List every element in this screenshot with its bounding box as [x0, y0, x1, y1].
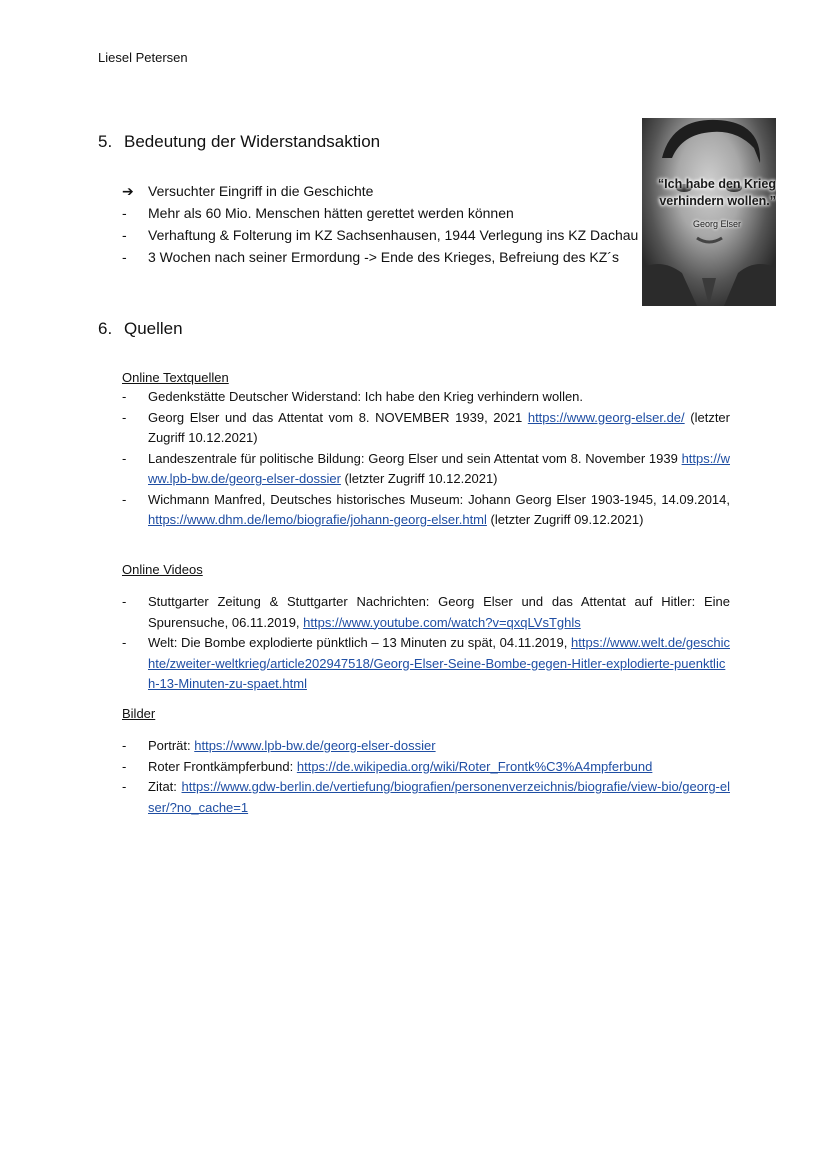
- image-sources-list: [122, 736, 730, 818]
- dash-bullet: -: [122, 779, 127, 794]
- list-item: [122, 224, 682, 246]
- portrait-image: [642, 118, 776, 306]
- dash-bullet: -: [122, 491, 127, 507]
- section-6-title: Quellen: [124, 319, 183, 338]
- dash-bullet: -: [122, 758, 127, 774]
- list-item-text: Verhaftung & Folterung im KZ Sachsenhausen, 1944 Verlegung ins KZ Dachau: [148, 227, 639, 243]
- source-text: Gedenkstätte Deutscher Widerstand: Ich habe den Krieg verhindern wollen.: [148, 389, 584, 404]
- list-item: [122, 449, 730, 490]
- section-5-title: Bedeutung der Widerstandsaktion: [124, 132, 381, 151]
- video-sources-heading: Online Videos: [122, 562, 203, 577]
- section-5-heading: [98, 132, 380, 152]
- source-access-date: (letzter Zugriff 10.12.2021): [148, 409, 730, 445]
- dash-bullet: -: [122, 409, 127, 425]
- dash-bullet: -: [122, 450, 127, 466]
- section-5-number: 5.: [98, 132, 113, 151]
- text-sources-list: [122, 387, 730, 531]
- dash-bullet: -: [122, 594, 127, 609]
- list-item: [122, 408, 730, 449]
- dash-bullet: -: [122, 249, 127, 265]
- source-link[interactable]: https://www.georg-elser.de/: [527, 409, 685, 425]
- source-link[interactable]: https://de.wikipedia.org/wiki/Roter_Frontk%C3%A4mpferbund: [296, 758, 653, 774]
- section-6-number: 6.: [98, 319, 113, 338]
- section-6-heading: [98, 319, 183, 339]
- list-item-text: Versuchter Eingriff in die Geschichte: [148, 183, 374, 199]
- source-text: Wichmann Manfred, Deutsches historisches Museum: Johann Georg Elser 1903-1945, 14.09.2014,: [148, 491, 730, 507]
- source-text: Welt: Die Bombe explodierte pünktlich – 13 Minuten zu spät, 04.11.2019,: [148, 635, 572, 650]
- author-name: Liesel Petersen: [98, 50, 188, 65]
- source-link[interactable]: https://www.dhm.de/lemo/biografie/johann-georg-elser.html: [148, 512, 487, 527]
- source-text: Stuttgarter Zeitung & Stuttgarter Nachrichten: Georg Elser und das Attentat auf Hitler: Eine Spurensuche, 06.11.2019,: [148, 594, 730, 630]
- list-item: [122, 757, 730, 778]
- dash-bullet: -: [122, 389, 127, 404]
- list-item-text: Mehr als 60 Mio. Menschen hätten gerettet werden können: [148, 205, 514, 221]
- portrait-quote: “Ich habe den Krieg verhindern wollen.”: [657, 177, 776, 208]
- section-5-list: [122, 180, 682, 268]
- dash-bullet: -: [122, 738, 127, 753]
- dash-bullet: -: [122, 205, 127, 221]
- list-item: [122, 777, 730, 818]
- source-text: Georg Elser und das Attentat vom 8. NOVEMBER 1939, 2021: [148, 409, 528, 425]
- list-item: [122, 736, 730, 757]
- source-link[interactable]: https://www.lpb-bw.de/georg-elser-dossier: [194, 738, 436, 753]
- list-item-text: 3 Wochen nach seiner Ermordung -> Ende des Krieges, Befreiung des KZ´s: [148, 249, 619, 265]
- source-text: Zitat:: [148, 779, 182, 794]
- dash-bullet: -: [122, 635, 127, 650]
- text-sources-heading: Online Textquellen: [122, 370, 229, 385]
- source-access-date: (letzter Zugriff 09.12.2021): [486, 512, 644, 527]
- list-item: [122, 180, 682, 202]
- portrait-silhouette-icon: [642, 118, 776, 306]
- list-item: [122, 633, 730, 695]
- image-sources-heading: Bilder: [122, 706, 156, 721]
- list-item: [122, 202, 682, 224]
- source-link[interactable]: https://www.welt.de/geschichte/zweiter-weltkrieg/article202947518/Georg-Elser-Seine-Bombe-gegen-Hitler-explodierte-puenktlich-13-Minuten-zu-spaet.html: [148, 635, 730, 691]
- source-text: Porträt:: [148, 738, 195, 753]
- source-access-date: (letzter Zugriff 10.12.2021): [340, 471, 498, 486]
- source-link[interactable]: https://www.lpb-bw.de/georg-elser-dossier: [148, 450, 730, 486]
- source-text: Landeszentrale für politische Bildung: Georg Elser und sein Attentat vom 8. November 1939: [148, 450, 682, 466]
- portrait-quote-author: Georg Elser: [692, 219, 742, 229]
- list-item: [122, 246, 682, 268]
- video-sources-list: [122, 592, 730, 695]
- source-link[interactable]: https://www.gdw-berlin.de/vertiefung/biografien/personenverzeichnis/biografie/view-bio/georg-elser/?no_cache=1: [148, 779, 730, 815]
- source-link[interactable]: https://www.youtube.com/watch?v=qxqLVsTghls: [303, 614, 581, 630]
- list-item: [122, 387, 730, 408]
- source-text: Roter Frontkämpferbund:: [148, 758, 297, 774]
- arrow-icon: ➔: [122, 183, 134, 199]
- list-item: [122, 490, 730, 531]
- list-item: [122, 592, 730, 633]
- dash-bullet: -: [122, 227, 127, 243]
